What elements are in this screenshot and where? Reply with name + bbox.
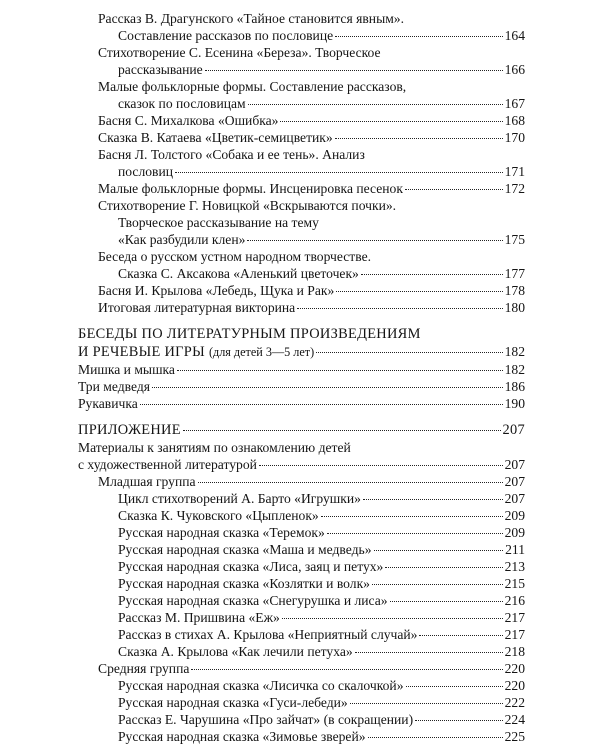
- toc-entry: [118, 558, 525, 575]
- entry-text: Рассказ М. Пришвина «Еж»: [118, 610, 280, 625]
- middle-group-list: [0, 677, 600, 745]
- entry-line: [98, 265, 525, 282]
- page-number: 207: [504, 474, 525, 489]
- page-number: 180: [504, 300, 525, 315]
- dot-leader: [368, 737, 503, 738]
- toc-entry: [118, 507, 525, 524]
- dot-leader: [361, 274, 503, 275]
- dot-leader: [363, 499, 503, 500]
- toc-entry: [98, 248, 525, 282]
- section-age-note: (для детей 3—5 лет): [208, 345, 315, 359]
- entry-line: [118, 507, 525, 524]
- entry-line: [98, 231, 525, 248]
- entry-line: [98, 248, 525, 265]
- entry-line: [118, 694, 525, 711]
- page-number: 224: [504, 712, 525, 727]
- entry-line: [118, 626, 525, 643]
- entry-text: Рассказ В. Драгунского «Тайное становится явным».: [98, 11, 404, 26]
- page-number: 182: [504, 362, 525, 377]
- dot-leader: [355, 652, 503, 653]
- toc-entry: [98, 129, 525, 146]
- toc-entry: [118, 575, 525, 592]
- toc-entry: [118, 592, 525, 609]
- entry-text: «Как разбудили клен»: [118, 232, 246, 247]
- junior-group-list: [0, 490, 600, 660]
- dot-leader: [177, 370, 503, 371]
- entry-line: [98, 660, 525, 677]
- toc-entry: [118, 541, 525, 558]
- entry-line: [78, 439, 525, 456]
- toc-entry: [78, 361, 525, 378]
- toc-entry: [118, 711, 525, 728]
- toc-entry: [98, 197, 525, 248]
- dot-leader: [336, 291, 502, 292]
- section-conversations: [78, 326, 525, 361]
- entry-line: [118, 609, 525, 626]
- toc-entry: [118, 524, 525, 541]
- toc-entry: [98, 299, 525, 316]
- entry-line: [78, 456, 525, 473]
- dot-leader: [191, 669, 502, 670]
- dot-leader: [390, 601, 503, 602]
- entry-line: [98, 129, 525, 146]
- appendix-line: [78, 422, 525, 439]
- dot-leader: [140, 404, 503, 405]
- dot-leader: [247, 240, 502, 241]
- toc-entry: [118, 677, 525, 694]
- entry-text: Сказка С. Аксакова «Аленький цветочек»: [118, 266, 359, 281]
- page-number: 172: [504, 181, 525, 196]
- entry-text: Рассказ в стихах А. Крылова «Неприятный случай»: [118, 627, 418, 642]
- toc-entry: [118, 490, 525, 507]
- entry-line: [98, 473, 525, 490]
- entry-line: [118, 592, 525, 609]
- toc-entry: [118, 643, 525, 660]
- toc-entry: [118, 694, 525, 711]
- page-number: 209: [504, 508, 525, 523]
- entry-text: Беседа о русском устном народном творчестве.: [98, 249, 372, 264]
- entry-text: Материалы к занятиям по ознакомлению детей: [78, 440, 351, 455]
- entry-line: [78, 361, 525, 378]
- table-of-contents: [0, 10, 600, 745]
- page-number: 216: [504, 593, 525, 608]
- entry-text: Русская народная сказка «Снегурушка и лиса»: [118, 593, 388, 608]
- entry-text: с художественной литературой: [78, 457, 257, 472]
- page-number: 166: [504, 62, 525, 77]
- page-number: 225: [504, 729, 525, 744]
- entry-line: [78, 378, 525, 395]
- group-middle: [98, 660, 525, 677]
- entry-line: [98, 78, 525, 95]
- entry-text: Басня Л. Толстого «Собака и ее тень». Анализ: [98, 147, 365, 162]
- page-number: 170: [504, 130, 525, 145]
- entry-text: Басня С. Михалкова «Ошибка»: [98, 113, 279, 128]
- entry-line: [98, 95, 525, 112]
- entry-text: Русская народная сказка «Лисичка со скалочкой»: [118, 678, 404, 693]
- dot-leader: [282, 618, 503, 619]
- group-label: Младшая группа: [98, 474, 196, 489]
- entry-line: [98, 299, 525, 316]
- page-number: 178: [504, 283, 525, 298]
- entry-text: Рукавичка: [78, 396, 138, 411]
- dot-leader: [280, 121, 502, 122]
- dot-leader: [198, 482, 503, 483]
- entry-line: [118, 558, 525, 575]
- page-number: 207: [504, 491, 525, 506]
- entry-text: Стихотворение С. Есенина «Береза». Творческое: [98, 45, 381, 60]
- entry-line: [98, 197, 525, 214]
- entry-line: [98, 163, 525, 180]
- section-title-text-2: И РЕЧЕВЫЕ ИГРЫ: [78, 344, 205, 360]
- page-number: 177: [504, 266, 525, 281]
- entry-line: [118, 524, 525, 541]
- appendix-heading: [78, 422, 525, 439]
- page-number: 207: [504, 457, 525, 472]
- page-number: 211: [505, 542, 525, 557]
- page-number: 207: [502, 422, 525, 438]
- group-label: Средняя группа: [98, 661, 190, 676]
- toc-entry: [78, 378, 525, 395]
- spacer: [0, 316, 600, 326]
- entry-line: [98, 61, 525, 78]
- section-title-text: БЕСЕДЫ ПО ЛИТЕРАТУРНЫМ ПРОИЗВЕДЕНИЯМ: [78, 326, 421, 342]
- page-number: 167: [504, 96, 525, 111]
- toc-entry: [98, 180, 525, 197]
- entry-text: Русская народная сказка «Маша и медведь»: [118, 542, 372, 557]
- toc-entry: [98, 112, 525, 129]
- dot-leader: [335, 138, 503, 139]
- entry-text: сказок по пословицам: [118, 96, 246, 111]
- entry-line: [98, 112, 525, 129]
- appendix-title: ПРИЛОЖЕНИЕ: [78, 422, 181, 438]
- page-number: 171: [504, 164, 525, 179]
- page-number: 220: [504, 678, 525, 693]
- dot-leader: [316, 352, 502, 353]
- toc-entry: [98, 146, 525, 180]
- page-number: 190: [504, 396, 525, 411]
- entry-line: [98, 146, 525, 163]
- entry-line: [98, 44, 525, 61]
- section-title-line1: [78, 326, 525, 343]
- page-number: 209: [504, 525, 525, 540]
- lesson-list: [0, 10, 600, 316]
- page-number: 182: [504, 344, 525, 359]
- dot-leader: [415, 720, 503, 721]
- entry-text: Сказка А. Крылова «Как лечили петуха»: [118, 644, 353, 659]
- toc-entry: [98, 44, 525, 78]
- page-number: 164: [504, 28, 525, 43]
- page-number: 186: [504, 379, 525, 394]
- page-number: 217: [504, 610, 525, 625]
- dot-leader: [327, 533, 503, 534]
- page-number: 217: [504, 627, 525, 642]
- entry-line: [98, 180, 525, 197]
- page-number: 168: [504, 113, 525, 128]
- page-number: 218: [504, 644, 525, 659]
- entry-text: Русская народная сказка «Гуси-лебеди»: [118, 695, 348, 710]
- entry-line: [98, 10, 525, 27]
- dot-leader: [405, 189, 503, 190]
- entry-line: [98, 282, 525, 299]
- entry-text: пословиц: [118, 164, 173, 179]
- entry-text: Стихотворение Г. Новицкой «Вскрываются почки».: [98, 198, 397, 213]
- toc-entry: [98, 282, 525, 299]
- entry-line: [118, 643, 525, 660]
- entry-line: [78, 395, 525, 412]
- entry-text: Сказка К. Чуковского «Цыпленок»: [118, 508, 319, 523]
- dot-leader: [321, 516, 503, 517]
- group-junior: [98, 473, 525, 490]
- dot-leader: [297, 308, 502, 309]
- entry-line: [118, 677, 525, 694]
- dot-leader: [406, 686, 503, 687]
- entry-text: Составление рассказов по пословице: [118, 28, 334, 43]
- toc-entry: [118, 609, 525, 626]
- toc-entry: [118, 626, 525, 643]
- toc-entry: [98, 10, 525, 44]
- entry-text: Басня И. Крылова «Лебедь, Щука и Рак»: [98, 283, 335, 298]
- entry-text: Творческое рассказывание на тему: [118, 215, 319, 230]
- dot-leader: [419, 635, 502, 636]
- entry-text: Три медведя: [78, 379, 150, 394]
- dot-leader: [175, 172, 503, 173]
- dot-leader: [152, 387, 503, 388]
- conversation-list: [0, 361, 600, 412]
- dot-leader: [372, 584, 503, 585]
- entry-text: Рассказ Е. Чарушина «Про зайчат» (в сокращении): [118, 712, 414, 727]
- entry-text: Русская народная сказка «Лиса, заяц и петух»: [118, 559, 384, 574]
- spacer: [0, 412, 600, 422]
- entry-text: Цикл стихотворений А. Барто «Игрушки»: [118, 491, 361, 506]
- entry-text: Малые фольклорные формы. Составление рассказов,: [98, 79, 407, 94]
- materials-entry: [78, 439, 525, 473]
- dot-leader: [385, 567, 502, 568]
- page-number: 222: [504, 695, 525, 710]
- entry-line: [98, 27, 525, 44]
- dot-leader: [374, 550, 504, 551]
- entry-text: Сказка В. Катаева «Цветик-семицветик»: [98, 130, 333, 145]
- page-number: 175: [504, 232, 525, 247]
- entry-text: рассказывание: [118, 62, 203, 77]
- page-number: 213: [504, 559, 525, 574]
- dot-leader: [248, 104, 503, 105]
- dot-leader: [205, 70, 503, 71]
- entry-line: [118, 490, 525, 507]
- section-title-line2: [78, 343, 525, 361]
- dot-leader: [183, 430, 501, 431]
- entry-text: Русская народная сказка «Теремок»: [118, 525, 325, 540]
- entry-line: [118, 575, 525, 592]
- entry-line: [98, 214, 525, 231]
- page-number: 220: [504, 661, 525, 676]
- page-number: 215: [504, 576, 525, 591]
- toc-entry: [98, 78, 525, 112]
- entry-text: Малые фольклорные формы. Инсценировка песенок: [98, 181, 403, 196]
- entry-text: Мишка и мышка: [78, 362, 175, 377]
- dot-leader: [335, 36, 502, 37]
- entry-text: Итоговая литературная викторина: [98, 300, 296, 315]
- entry-text: Русская народная сказка «Зимовье зверей»: [118, 729, 366, 744]
- toc-entry: [78, 395, 525, 412]
- entry-line: [118, 728, 525, 745]
- toc-entry: [118, 728, 525, 745]
- entry-line: [118, 711, 525, 728]
- dot-leader: [259, 465, 503, 466]
- entry-text: Русская народная сказка «Козлятки и волк»: [118, 576, 370, 591]
- entry-line: [118, 541, 525, 558]
- dot-leader: [350, 703, 503, 704]
